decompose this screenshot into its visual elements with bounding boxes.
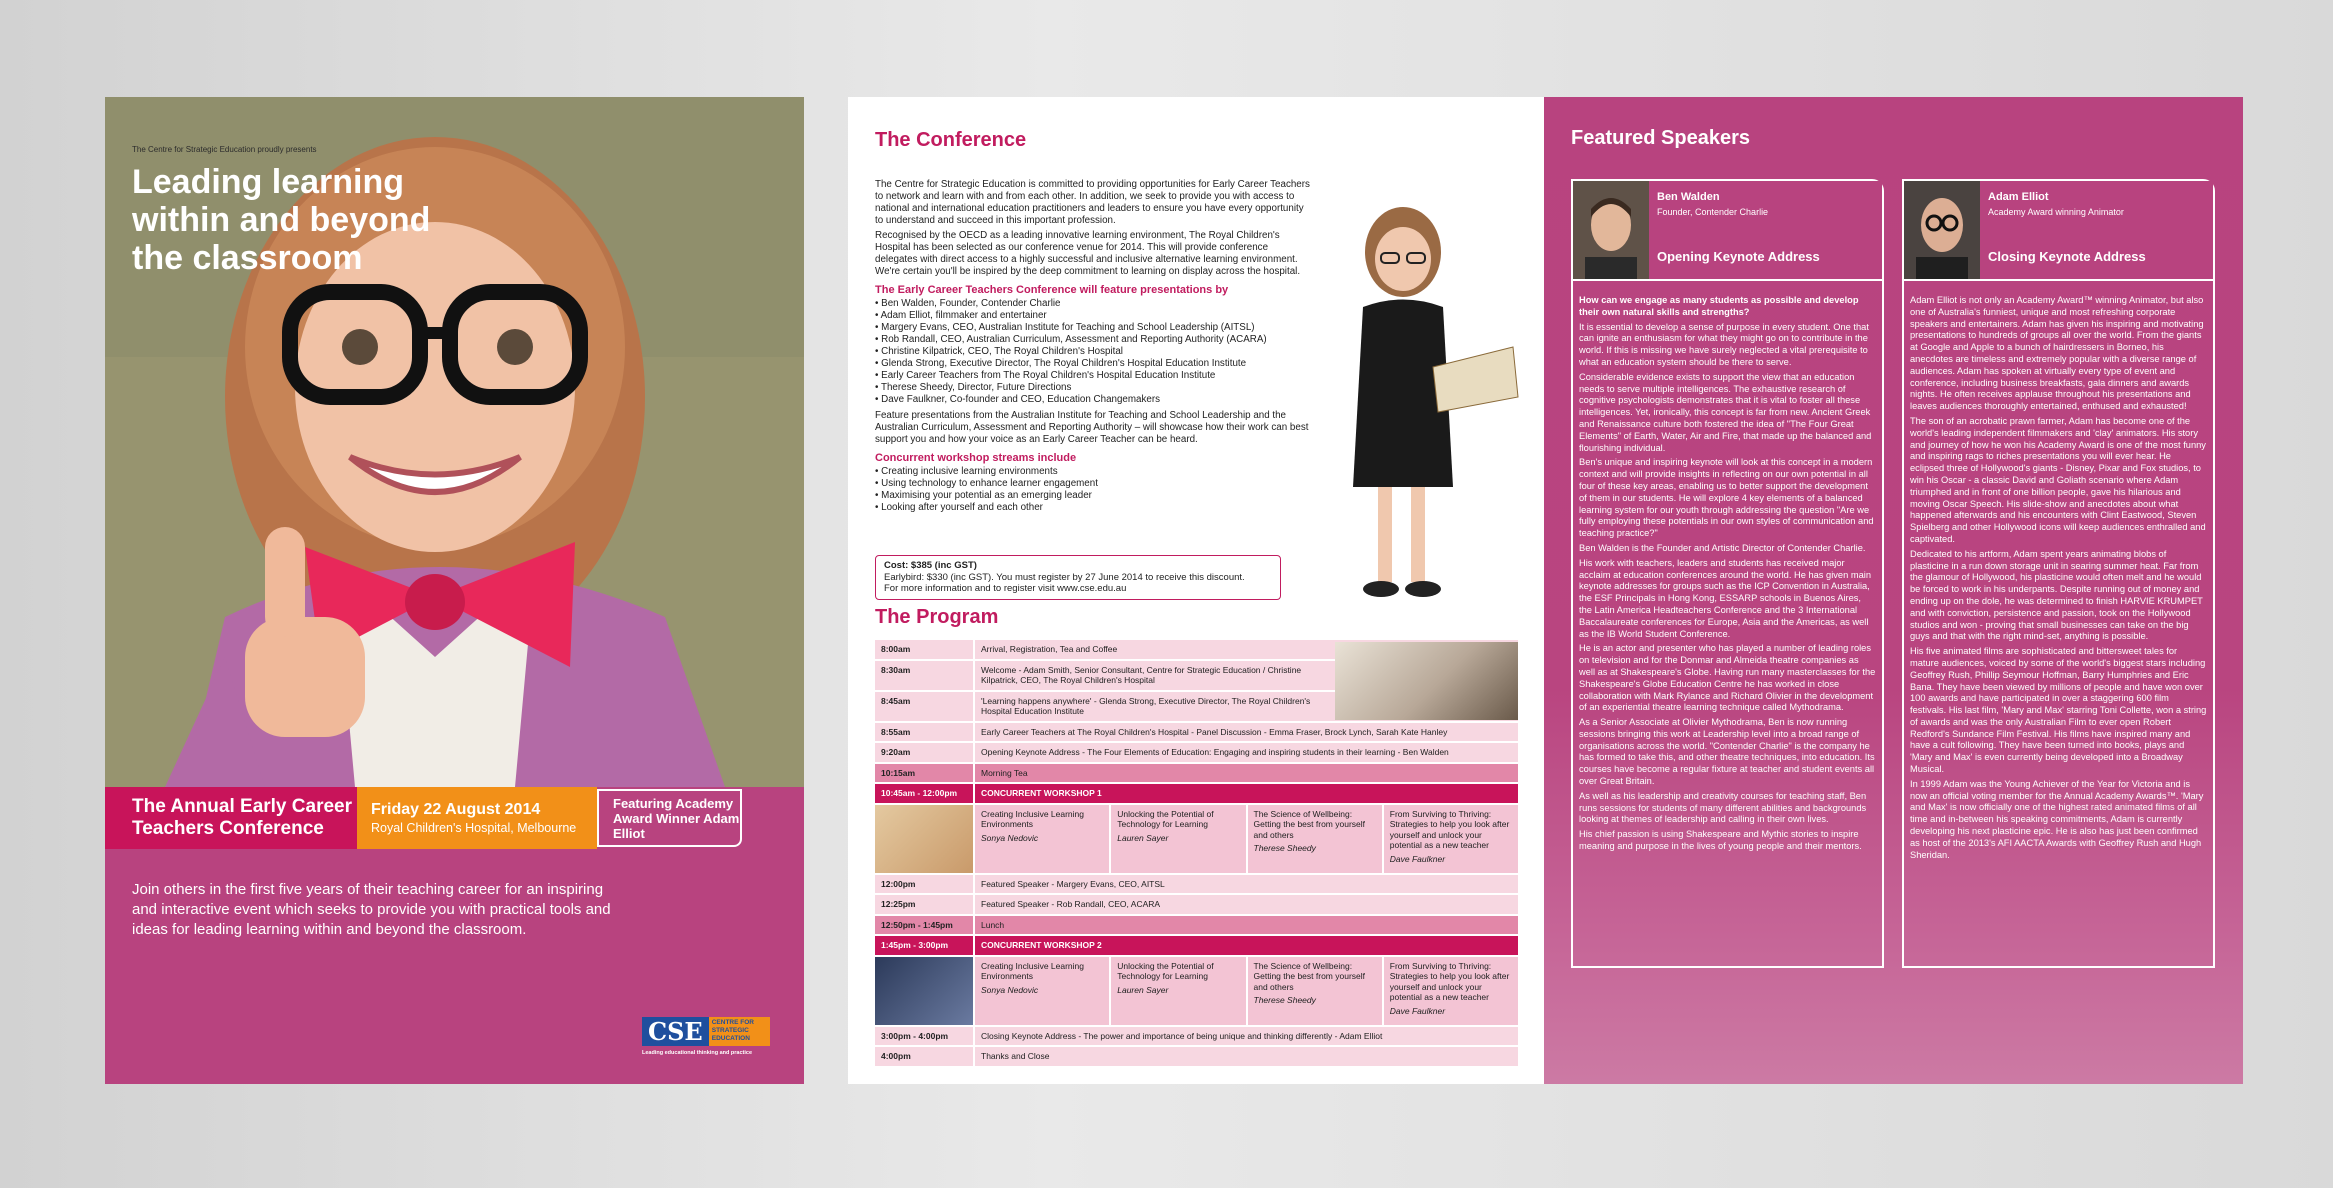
list-item: • Therese Sheedy, Director, Future Directions — [875, 382, 1310, 394]
time-cell: 4:00pm — [875, 1047, 975, 1066]
cse-logo-wordmark: CENTRE FOR STRATEGIC EDUCATION — [709, 1017, 770, 1046]
presenters-list — [875, 298, 1310, 406]
event-date: Friday 22 August 2014 — [371, 801, 541, 818]
presenter-line: The Centre for Strategic Education proudly presents — [132, 145, 317, 154]
workshop-cell — [1384, 805, 1518, 873]
session-cell: Thanks and Close — [981, 1051, 1050, 1061]
workshop-row-1 — [875, 805, 1518, 875]
conference-para-1: The Centre for Strategic Education is committed to providing opportunities for Early Career Teachers to network and learn with and from each other. In addition, we seek to provide you with access to national and international education practitioners and leaders to ensure you have every opportunity to understand and succeed in this important profession. — [875, 179, 1310, 226]
speaker-name: Ben Walden — [1657, 191, 1720, 203]
girl-with-book-image — [1323, 197, 1523, 617]
bio-para: Ben Walden is the Founder and Artistic Director of Contender Charlie. — [1579, 542, 1866, 553]
workshop-presenter: Dave Faulkner — [1389, 853, 1446, 864]
speakers-heading: Featured Speakers — [1571, 127, 1750, 149]
session-cell: Lunch — [981, 919, 1005, 930]
cost-line: Cost: $385 (inc GST) — [884, 560, 977, 571]
session-cell: 'Learning happens anywhere' - Glenda Strong, Executive Director, The Royal Children's Hospital Education Institute — [981, 695, 1311, 716]
session-cell: Early Career Teachers at The Royal Children's Hospital - Panel Discussion - Emma Fraser, Brock Lynch, Sarah Kate Hanley — [981, 726, 1448, 737]
session-cell: Featured Speaker - Margery Evans, CEO, AITSL — [981, 878, 1165, 889]
workshop-title: From Surviving to Thriving: Strategies to help you look after yourself and unlock your potential as a new teacher — [1389, 808, 1510, 850]
conference-page — [848, 97, 1544, 1084]
list-item: • Rob Randall, CEO, Australian Curriculum, Assessment and Reporting Authority (ACARA) — [875, 334, 1310, 346]
time-cell: 10:15am — [875, 764, 975, 783]
table-row — [875, 895, 1518, 916]
workshop-cell — [1384, 957, 1518, 1025]
table-row — [875, 723, 1518, 744]
speaker-portrait — [1904, 181, 1980, 279]
cover-blurb: Join others in the first five years of their teaching career for an inspiring and interactive event which seeks to provide you with practical tools and ideas for leading learning within and beyond the classroom. — [132, 881, 611, 938]
bio-para: Dedicated to his artform, Adam spent years animating blobs of plasticine in a run down storage unit in searing summer heat. Far from the glamour of Hollywood, his plasticine would often melt and he would be forced to work in his underpants. Despite running out of money and ending up on the dole, he was determined to finish HARVIE KRUMPET and with conviction, persistence and passion, took on the Hollywood studios and won - proving that small businesses can take on the big guys and that with the right mind-set, anything is possible. — [1910, 548, 2203, 642]
time-cell: 12:25pm — [875, 895, 975, 914]
time-cell: 10:45am - 12:00pm — [875, 784, 975, 803]
workshop-cell — [1248, 805, 1384, 873]
workshop-title: Creating Inclusive Learning Environments — [981, 808, 1085, 829]
cse-logo-tagline: Leading educational thinking and practice — [642, 1050, 753, 1056]
brochure-cover — [105, 97, 804, 1084]
workshops-heading: Concurrent workshop streams include — [875, 452, 1077, 464]
avatar — [1904, 181, 1980, 279]
bio-para: Adam Elliot is not only an Academy Award™ winning Animator, but also one of Australia's funniest, unique and most refreshing corporate speakers and entertainers. Adam has given his inspiring and motivating presentations to hundreds of groups all over the world. From the giants at Google and Apple to a bunch of hairdressers in Borneo, his anecdotes are timeless and extremely popular with a diverse range of audiences. Adam has spoken at virtually every type of event and conference, including business breakfasts, gala dinners and awards nights. He often receives applause throughout his presentations and leaves audiences thoroughly entertained, enthused and exhausted! — [1910, 295, 2204, 412]
time-cell: 12:00pm — [875, 875, 975, 894]
workshop-presenter: Sonya Nedovic — [981, 984, 1039, 995]
cse-logo-mark: CSE — [642, 1017, 709, 1046]
session-cell: Arrival, Registration, Tea and Coffee — [981, 644, 1118, 654]
presenters-heading: The Early Career Teachers Conference will feature presentations by — [875, 284, 1229, 296]
table-row — [875, 764, 1518, 785]
conference-heading: The Conference — [875, 129, 1027, 151]
workshop-title: The Science of Wellbeing: Getting the best from yourself and others — [1253, 808, 1365, 840]
list-item: • Adam Elliot, filmmaker and entertainer — [875, 310, 1310, 322]
table-row — [875, 1047, 1518, 1068]
workshop-cell — [975, 957, 1111, 1025]
speaker-header — [1573, 181, 1882, 281]
speaker-card-adam — [1902, 179, 2215, 968]
conference-para-2: Recognised by the OECD as a leading innovative learning environment, The Royal Children's Hospital has been selected as our conference venue for 2014. This will provide conference delegates with direct access to a highly successful and inclusive alternative learning environment. We're certain you'll be inspired by the deep commitment to learning on display across the hospital. — [875, 230, 1301, 277]
list-item: • Glenda Strong, Executive Director, The Royal Children's Hospital Education Institute — [875, 358, 1310, 370]
keynote-label: Opening Keynote Address — [1657, 249, 1820, 264]
time-cell: 8:45am — [875, 692, 975, 721]
list-item: • Using technology to enhance learner engagement — [875, 478, 1310, 490]
bio-para: In 1999 Adam was the Young Achiever of the Year for Victoria and is now an official voting member for the Annual Academy Awards™. 'Mary and Max' is now officially one of the highest rated animated films of all time and in-between his speaking commitments, Adam is currently developing his next plasticine epic. He is also has just been confirmed as host of the 2013's AFI AACTA Awards with Geoffrey Rush and Hugh Sheridan. — [1910, 778, 2204, 860]
table-row — [875, 916, 1518, 937]
workshop-title: From Surviving to Thriving: Strategies to help you look after yourself and unlock your potential as a new teacher — [1389, 960, 1510, 1002]
speaker-role: Academy Award winning Animator — [1988, 207, 2124, 217]
time-cell: 8:55am — [875, 723, 975, 742]
speaker-portrait — [1573, 181, 1649, 279]
session-cell: Morning Tea — [981, 767, 1028, 778]
event-title-band: The Annual Early Career Teachers Conference — [105, 787, 357, 849]
speaker-bio — [1904, 281, 2213, 861]
list-item: • Dave Faulkner, Co-founder and CEO, Education Changemakers — [875, 394, 1310, 406]
list-item: • Early Career Teachers from The Royal Children's Hospital Education Institute — [875, 370, 1310, 382]
session-cell: Welcome - Adam Smith, Senior Consultant, Centre for Strategic Education / Christine Kilpatrick, CEO, The Royal Children's Hospital — [981, 664, 1302, 685]
bio-para: As a Senior Associate at Olivier Mythodrama, Ben is now running sessions bringing this work at Leadership level into a broad range of organisations across the world. "Contender Charlie" is the company he has formed to take this, and other theatre techniques, into education. Its courses have become a regular fixture at teacher and student events all over Great Britain. — [1579, 717, 1875, 787]
speaker-card-ben — [1571, 179, 1884, 968]
cover-headline: Leading learning within and beyond the classroom — [132, 163, 431, 277]
bio-para: His chief passion is using Shakespeare and Mythic stories to inspire meaning and purpose in the lives of young people and their mentors. — [1579, 829, 1862, 852]
conference-para-3: Feature presentations from the Australian Institute for Teaching and School Leadership and the Australian Curriculum, Assessment and Reporting Authority – will showcase how their work can best support you and how your voice as an Early Career Teacher can be heard. — [875, 410, 1309, 445]
session-cell: Featured Speaker - Rob Randall, CEO, ACARA — [981, 899, 1161, 909]
conference-text — [875, 179, 1310, 518]
avatar — [1573, 181, 1649, 279]
date-venue-band — [357, 787, 597, 849]
bio-para: The son of an acrobatic prawn farmer, Adam has become one of the world's leading independent filmmakers and 'clay' animators. His story and journey of how he won his Academy Award is one of the most funny and inspiring rags to riches presentations you will ever hear. He eclipsed three of Hollywood's giants - Disney, Pixar and Fox studios, to win his Oscar - a classic David and Goliath scenario where Adam triumphed and in front of one billion people, gave his hilarious and moving Oscar Speech. His slide-show and anecdotes about what happened afterwards and his encounters with Clint Eastwood, Steven Spielberg and other Hollywood icons will keep audiences enthralled and captivated. — [1910, 415, 2206, 544]
bio-para: As well as his leadership and creativity courses for teaching staff, Ben runs sessions for students of many different abilities and backgrounds looking at themes of leadership and calling in their own lives. — [1579, 790, 1867, 825]
workshop-cell — [1248, 957, 1384, 1025]
time-cell: 1:45pm - 3:00pm — [875, 936, 975, 955]
list-item: • Ben Walden, Founder, Contender Charlie — [875, 298, 1310, 310]
earlybird-line: Earlybird: $330 (inc GST). You must register by 27 June 2014 to receive this discount. — [884, 571, 1245, 583]
workshop-cell — [1111, 805, 1247, 873]
session-cell: CONCURRENT WORKSHOP 1 — [981, 788, 1102, 798]
cost-box — [875, 555, 1281, 600]
workshop-title: Unlocking the Potential of Technology for Learning — [1117, 960, 1214, 981]
workshop-photo — [875, 805, 975, 873]
speaker-role: Founder, Contender Charlie — [1657, 207, 1769, 217]
bio-para: It is essential to develop a sense of purpose in every student. One that can ignite an enthusiasm for what they might go on to contribute in the world. If this is missing we have surely neglected a vital prerequisite to what an education system should be there to serve. — [1579, 321, 1869, 367]
workshops-list — [875, 466, 1310, 514]
session-cell: CONCURRENT WORKSHOP 2 — [981, 940, 1102, 950]
list-item: • Christine Kilpatrick, CEO, The Royal Children's Hospital — [875, 346, 1310, 358]
cse-logo — [642, 1017, 770, 1056]
workshop-presenter: Therese Sheedy — [1253, 995, 1316, 1005]
time-cell: 3:00pm - 4:00pm — [875, 1027, 975, 1046]
workshop-presenter: Lauren Sayer — [1117, 984, 1169, 995]
table-row — [875, 1027, 1518, 1048]
speaker-bio — [1573, 281, 1882, 853]
list-item: • Maximising your potential as an emerging leader — [875, 490, 1310, 502]
speaker-name: Adam Elliot — [1988, 191, 2049, 203]
table-row — [875, 743, 1518, 764]
bio-para: He is an actor and presenter who has played a number of leading roles on television and for the Donmar and Almeida theatre companies as well as at Shakespeare's Globe. Having run many masterclasses for the Shakespeare's Globe Education Centre he has worked in close collaboration with Mark Rylance and Richard Olivier in the development of an experiential theatre learning technique called Mythodrama. — [1579, 643, 1876, 713]
register-link[interactable]: For more information and to register visit www.cse.edu.au — [884, 583, 1127, 594]
list-item: • Creating inclusive learning environments — [875, 466, 1310, 478]
speaker-header — [1904, 181, 2213, 281]
workshop-title: Unlocking the Potential of Technology for Learning — [1117, 808, 1214, 829]
workshop-presenter: Sonya Nedovic — [981, 832, 1039, 843]
bio-para: Considerable evidence exists to support the view that an education needs to serve multiple intelligences. The exhaustive research of cognitive psychologists demonstrates that it is vital to foster all these intelligences. Yet, ironically, this concept is far from new. Ancient Greek and Renaissance culture both fostered the idea of "The Four Great Elements" of Earth, Water, Air and Fire, that made up the balanced and flourishing individual. — [1579, 371, 1872, 453]
bio-para: Ben's unique and inspiring keynote will look at this concept in a modern context and will provide insights in reflecting on our own potential in all four of these key areas, enabling us to better support the development of them in our students. He will explore 4 key elements of a balanced learning system for our youth through addressing the question "Are we fully employing these potentials in our own styles of communication and teaching practice?" — [1579, 457, 1874, 539]
featuring-band: Featuring Academy Award Winner Adam Elliot — [597, 789, 742, 847]
students-photo — [1335, 642, 1518, 720]
speakers-page — [1544, 97, 2243, 1084]
table-row — [875, 936, 1518, 957]
time-cell: 12:50pm - 1:45pm — [875, 916, 975, 935]
workshop-cell — [975, 805, 1111, 873]
workshop-photo — [875, 957, 975, 1025]
workshop-title: Creating Inclusive Learning Environments — [981, 960, 1085, 981]
time-cell: 9:20am — [875, 743, 975, 762]
workshop-row-2 — [875, 957, 1518, 1027]
workshop-presenter: Lauren Sayer — [1117, 832, 1169, 843]
program-heading: The Program — [875, 606, 999, 628]
bio-para: How can we engage as many students as possible and develop their own natural skills and strengths? — [1579, 295, 1859, 317]
workshop-cell — [1111, 957, 1247, 1025]
bio-para: His five animated films are sophisticated and bittersweet tales for mature audiences, voiced by some of the world's biggest stars including Geoffrey Rush, Phillip Seymour Hoffman, Barry Humphries and Eric Bana. They have been viewed by millions of people and have won over 100 awards and have participated in over a staggering 600 film festivals. His last film, 'Mary and Max' starring Toni Collette, won a string of awards and was the only Australian Film to ever open Robert Redford's Sundance Film Festival. His films have inspired many and have a cult following. They have been turned into books, plays and 'Mary and Max' is even currently being developed into a Broadway Musical. — [1910, 646, 2207, 775]
keynote-label: Closing Keynote Address — [1988, 249, 2146, 264]
table-row — [875, 784, 1518, 805]
table-row — [875, 875, 1518, 896]
workshop-title: The Science of Wellbeing: Getting the best from yourself and others — [1253, 960, 1365, 992]
list-item: • Looking after yourself and each other — [875, 502, 1310, 514]
bio-para: His work with teachers, leaders and students has received major acclaim at education conferences around the world. He has given main keynote addresses for groups such as the ICP Convention in Australia, the ESF Principals in Hong Kong, ESSARP schools in Buenos Aires, the Latin America Headteachers Conference and the 3 International Baccalaureate conferences for Europe, Asia and the Americas, as well as the IB World Student Conference. — [1579, 557, 1871, 639]
workshop-presenter: Therese Sheedy — [1253, 843, 1316, 853]
time-cell: 8:30am — [875, 661, 975, 690]
session-cell: Closing Keynote Address - The power and importance of being unique and thinking differently - Adam Elliot — [981, 1030, 1383, 1041]
event-venue: Royal Children's Hospital, Melbourne — [371, 821, 577, 835]
time-cell: 8:00am — [875, 640, 975, 659]
workshop-presenter: Dave Faulkner — [1389, 1005, 1446, 1016]
session-cell: Opening Keynote Address - The Four Elements of Education: Engaging and inspiring students in their learning - Ben Walden — [981, 747, 1449, 757]
list-item: • Margery Evans, CEO, Australian Institute for Teaching and School Leadership (AITSL) — [875, 322, 1310, 334]
